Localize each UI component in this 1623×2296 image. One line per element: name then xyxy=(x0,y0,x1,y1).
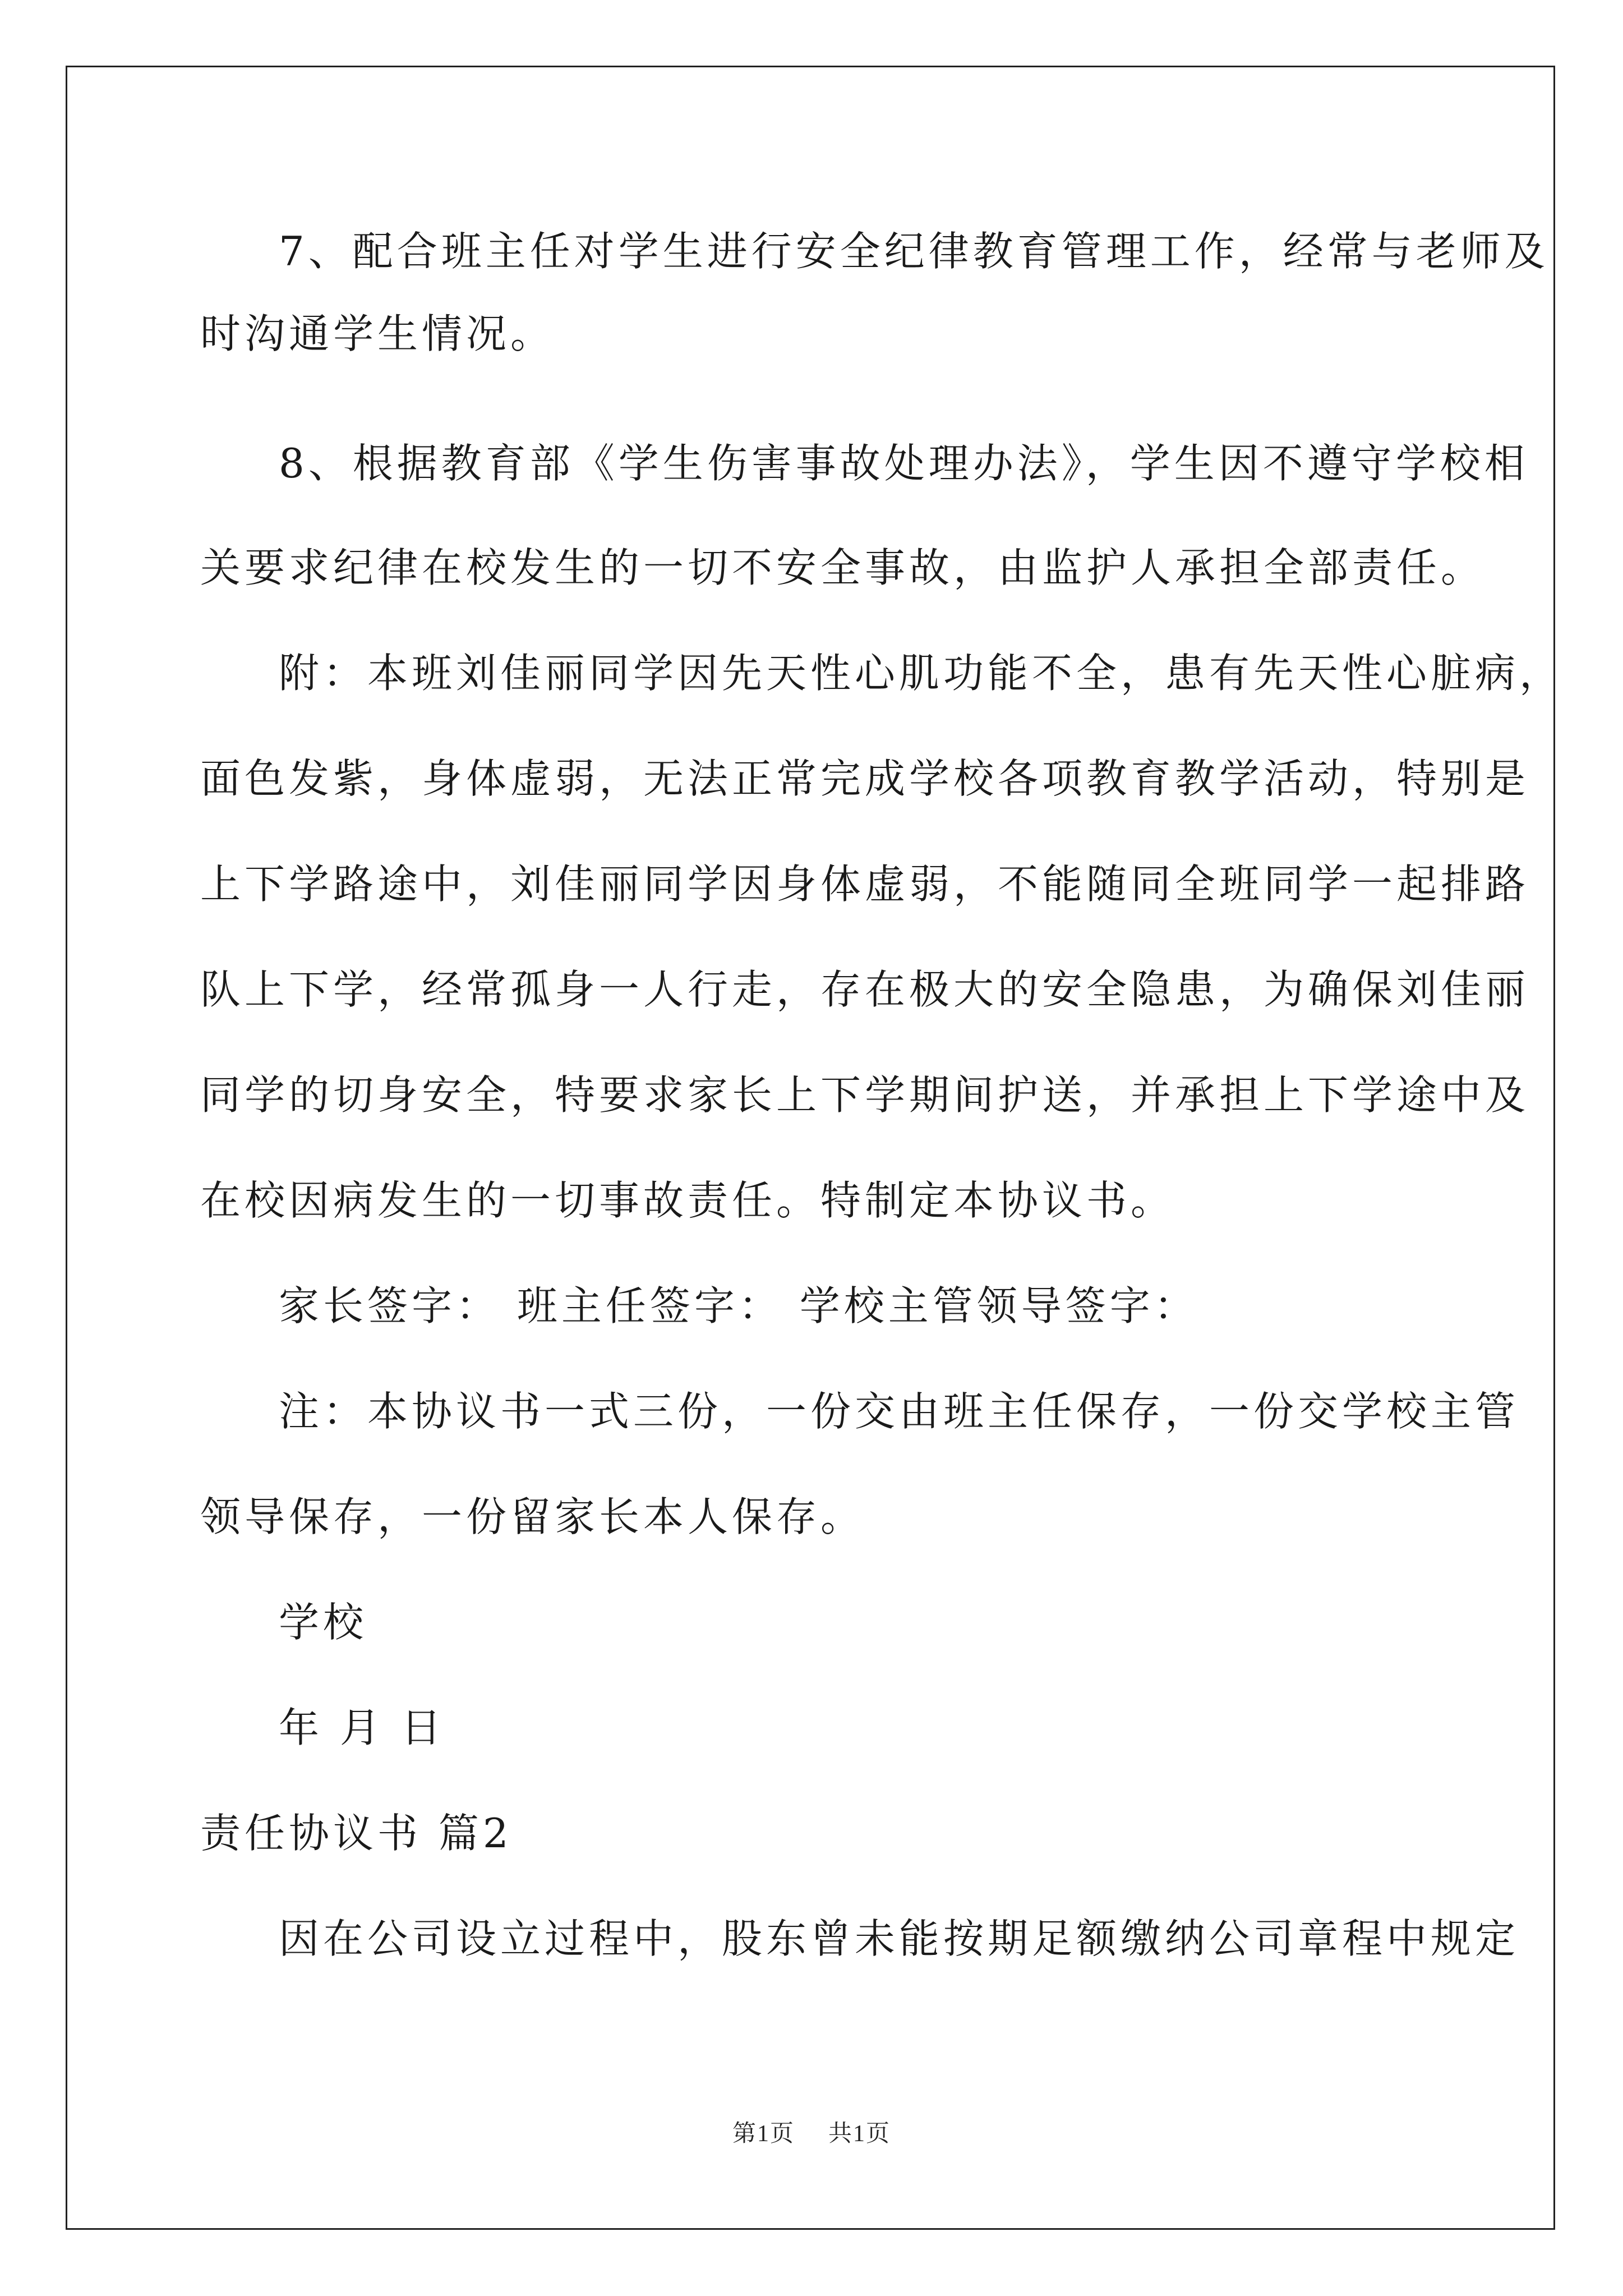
page-total: 共1页 xyxy=(828,2121,891,2147)
page-footer xyxy=(0,2119,1623,2148)
appendix-line-1: 附：本班刘佳丽同学因先天性心肌功能不全，患有先天性心脏病， xyxy=(279,650,1564,697)
note-line-1: 注：本协议书一式三份，一份交由班主任保存，一份交学校主管 xyxy=(279,1388,1520,1435)
paragraph-8-line-1: 8、根据教育部《学生伤害事故处理办法》，学生因不遵守学校相 xyxy=(279,440,1529,487)
note-line-2: 领导保存，一份留家长本人保存。 xyxy=(200,1493,865,1540)
section-heading: 责任协议书 篇2 xyxy=(200,1810,513,1857)
paragraph-7-line-2: 时沟通学生情况。 xyxy=(200,310,555,357)
school-label: 学校 xyxy=(279,1599,368,1646)
appendix-line-3: 上下学路途中，刘佳丽同学因身体虚弱，不能随同全班同学一起排路 xyxy=(200,861,1530,908)
signature-fields: 家长签字： 班主任签字： 学校主管领导签字： xyxy=(279,1282,1198,1329)
paragraph-7-line-1: 7、配合班主任对学生进行安全纪律教育管理工作，经常与老师及 xyxy=(279,228,1549,275)
appendix-line-4: 队上下学，经常孤身一人行走，存在极大的安全隐患，为确保刘佳丽 xyxy=(200,966,1530,1013)
paragraph-8-line-2: 关要求纪律在校发生的一切不安全事故，由监护人承担全部责任。 xyxy=(200,544,1486,591)
section-2-line-1: 因在公司设立过程中，股东曾未能按期足额缴纳公司章程中规定 xyxy=(279,1915,1520,1962)
appendix-line-5: 同学的切身安全，特要求家长上下学期间护送，并承担上下学途中及 xyxy=(200,1071,1530,1119)
appendix-line-6: 在校因病发生的一切事故责任。特制定本协议书。 xyxy=(200,1177,1175,1224)
page-border xyxy=(66,66,1555,2230)
page-number: 第1页 xyxy=(732,2121,795,2147)
date-label: 年 月 日 xyxy=(279,1704,445,1751)
appendix-line-2: 面色发紫，身体虚弱，无法正常完成学校各项教育教学活动，特别是 xyxy=(200,755,1530,802)
